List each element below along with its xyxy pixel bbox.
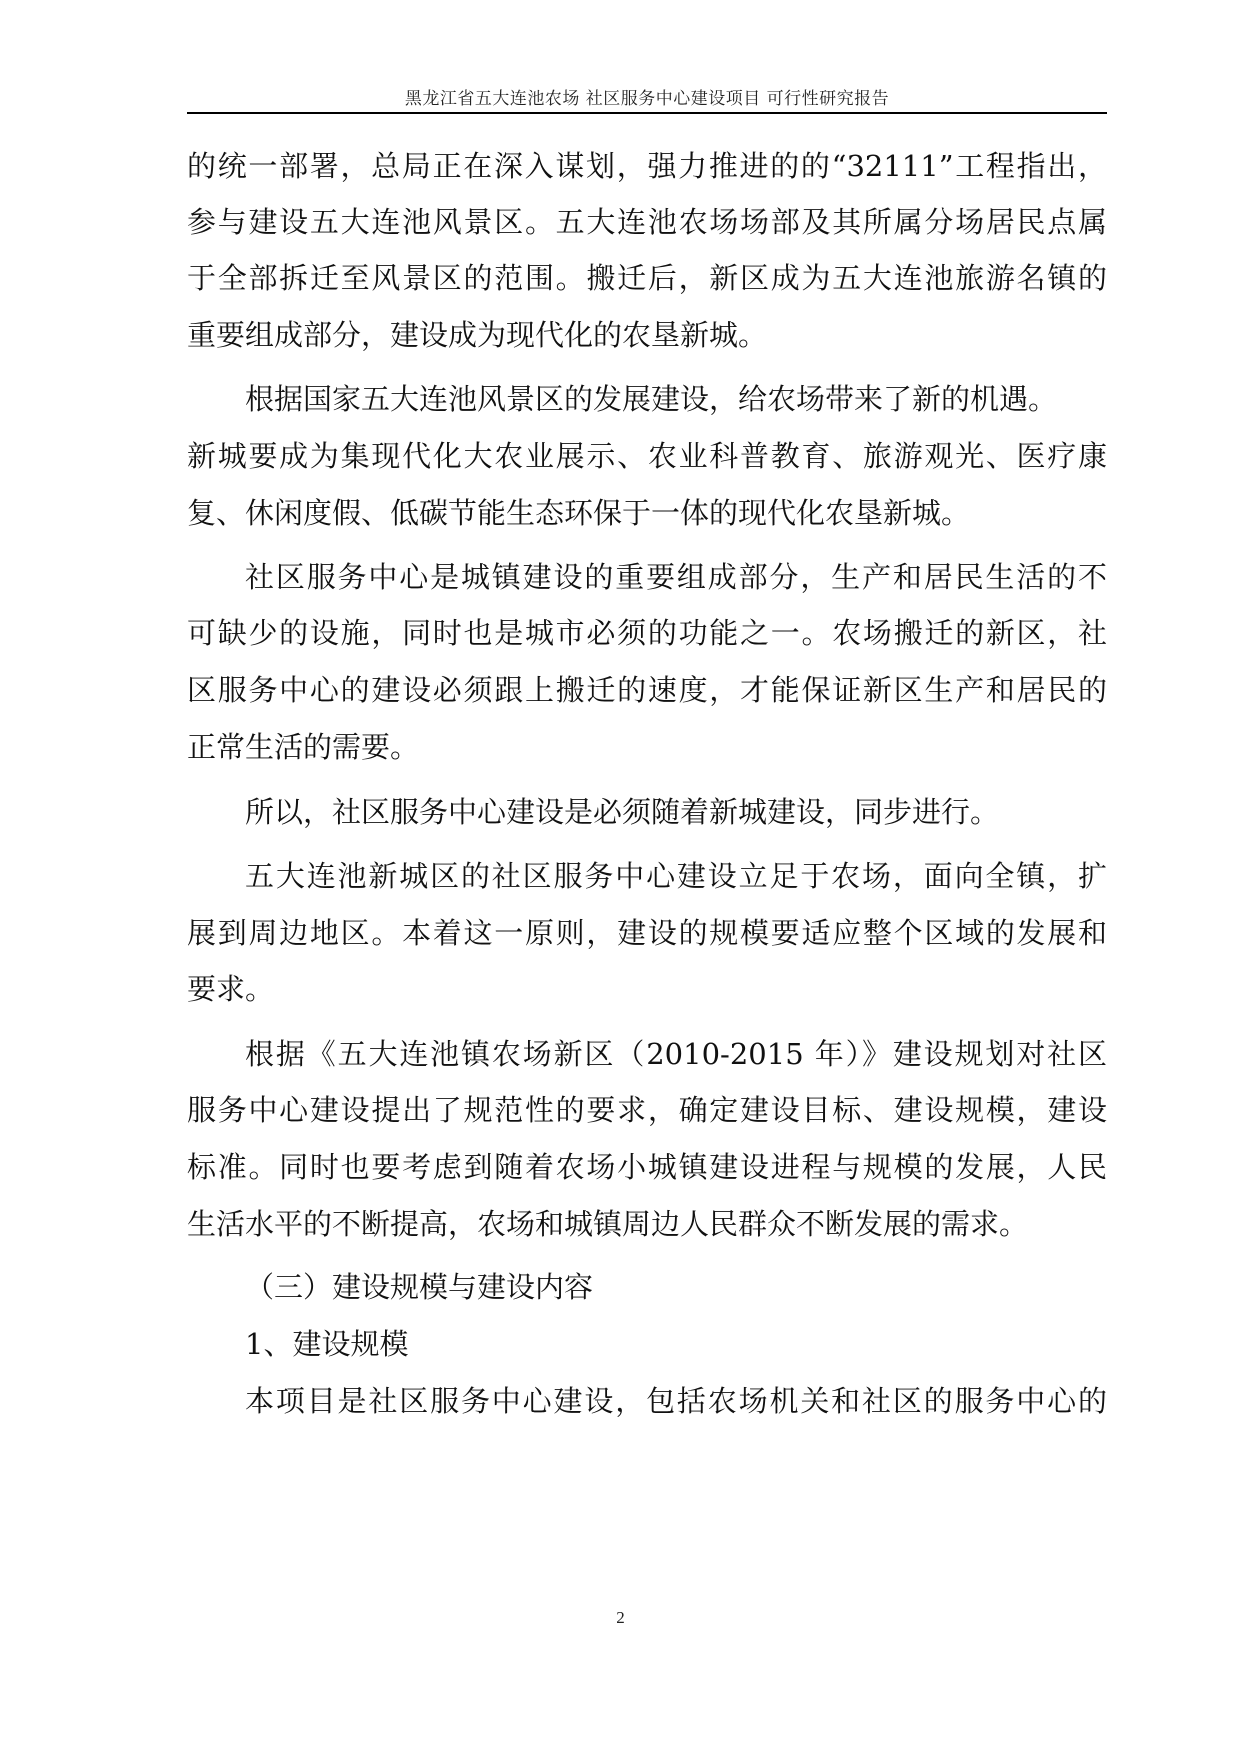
- body-line: 正常生活的需要。: [187, 730, 420, 764]
- body-line: 生活水平的不断提高，农场和城镇周边人民群众不断发展的需求。: [187, 1207, 1029, 1241]
- body-line: 新城要成为集现代化大农业展示、农业科普教育、旅游观光、医疗康: [187, 439, 1107, 473]
- body-line: 展到周边地区。本着这一原则，建设的规模要适应整个区域的发展和: [187, 916, 1107, 950]
- running-header: 黑龙江省五大连池农场 社区服务中心建设项目 可行性研究报告: [404, 89, 890, 109]
- body-line: 服务中心建设提出了规范性的要求，确定建设目标、建设规模，建设: [187, 1093, 1107, 1127]
- paragraph-start-line: 本项目是社区服务中心建设，包括农场机关和社区的服务中心的: [245, 1384, 1107, 1418]
- body-line: 要求。: [187, 972, 275, 1006]
- body-line: 参与建设五大连池风景区。五大连池农场场部及其所属分场居民点属: [187, 205, 1107, 239]
- body-line: 重要组成部分，建设成为现代化的农垦新城。: [187, 318, 768, 352]
- body-line: 可缺少的设施，同时也是城市必须的功能之一。农场搬迁的新区，社: [187, 616, 1107, 650]
- page-number: 2: [616, 1608, 625, 1627]
- body-line: 于全部拆迁至风景区的范围。搬迁后，新区成为五大连池旅游名镇的: [187, 261, 1107, 295]
- header-divider: [187, 112, 1107, 114]
- section-heading: （三）建设规模与建设内容: [245, 1270, 594, 1304]
- body-line: 复、休闲度假、低碳节能生态环保于一体的现代化农垦新城。: [187, 496, 971, 530]
- subsection-heading: 1、建设规模: [245, 1327, 409, 1361]
- body-line: 标准。同时也要考虑到随着农场小城镇建设进程与规模的发展，人民: [187, 1150, 1107, 1184]
- body-line: 的统一部署，总局正在深入谋划，强力推进的的“32111”工程指出，: [187, 149, 1107, 183]
- paragraph-start-line: 根据国家五大连池风景区的发展建设，给农场带来了新的机遇。: [245, 382, 1058, 416]
- paragraph-start-line: 社区服务中心是城镇建设的重要组成部分，生产和居民生活的不: [245, 560, 1107, 594]
- body-line: 区服务中心的建设必须跟上搬迁的速度，才能保证新区生产和居民的: [187, 673, 1107, 707]
- paragraph-start-line: 所以，社区服务中心建设是必须随着新城建设，同步进行。: [245, 795, 1000, 829]
- paragraph-start-line: 五大连池新城区的社区服务中心建设立足于农场，面向全镇，扩: [245, 859, 1107, 893]
- paragraph-start-line: 根据《五大连池镇农场新区（2010-2015 年）》建设规划对社区: [245, 1037, 1107, 1071]
